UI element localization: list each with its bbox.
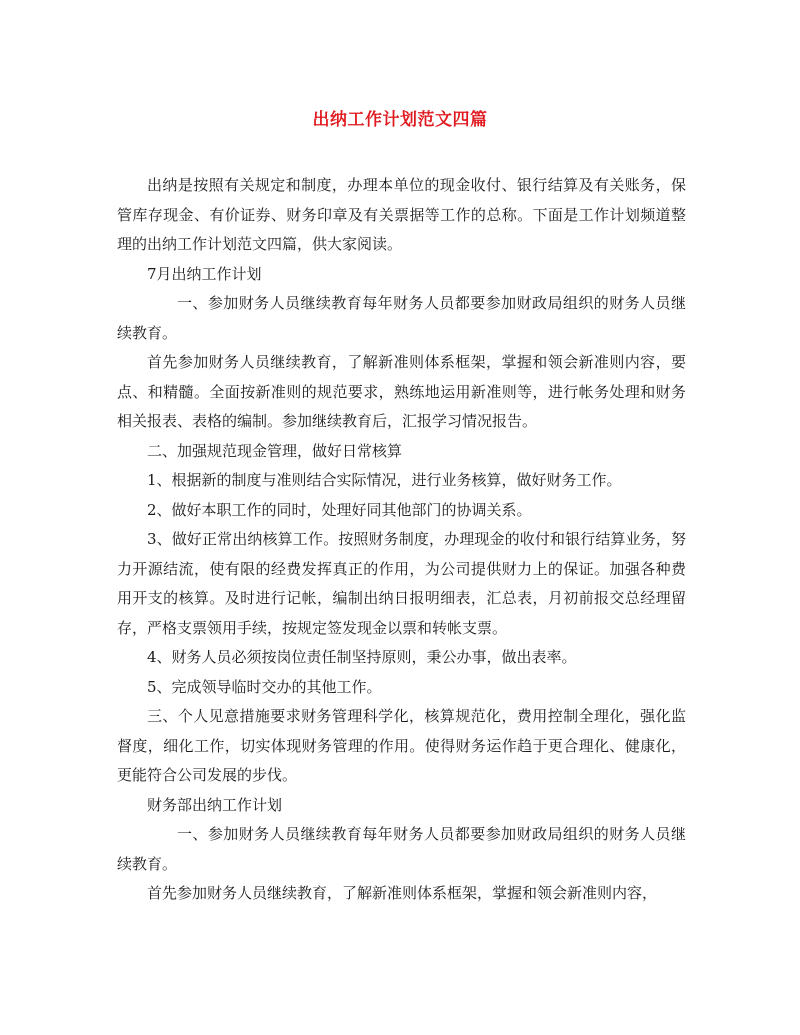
paragraph-new-standards: 首先参加财务人员继续教育，了解新准则体系框架，掌握和领会新准则内容，要点、和精髓。全面按新准则的规范要求，熟练地运用新准则等，进行帐务处理和财务相关报表、表格的编制。参加继续教育后，汇报学习情况报告。 bbox=[117, 353, 686, 430]
list-item-3: 3、做好正常出纳核算工作。按照财务制度，办理现金的收付和银行结算业务，努力开源结流，使有限的经费发挥真正的作用，为公司提供财力上的保证。加强各种费用开支的核算。及时进行记帐，编制出纳日报明细表，汇总表，月初前报交总经理留存，严格支票领用手续，按规定签发现金以票和转帐支票。 bbox=[117, 530, 686, 637]
list-item-2: 2、做好本职工作的同时，处理好同其他部门的协调关系。 bbox=[147, 500, 532, 519]
paragraph-continuing-education: 一、参加财务人员继续教育每年财务人员都要参加财政局组织的财务人员继续教育。 bbox=[117, 294, 686, 342]
list-item-1: 1、根据新的制度与准则结合实际情况，进行业务核算，做好财务工作。 bbox=[147, 471, 622, 489]
list-item-4: 4、财务人员必须按岗位责任制坚持原则，秉公办事，做出表率。 bbox=[147, 648, 577, 666]
paragraph-continuing-education-2: 一、参加财务人员继续教育每年财务人员都要参加财政局组织的财务人员继续教育。 bbox=[117, 825, 686, 873]
section-heading-july-plan: 7月出纳工作计划 bbox=[147, 264, 262, 283]
list-item-5: 5、完成领导临时交办的其他工作。 bbox=[147, 677, 382, 696]
paragraph-cash-management-heading: 二、加强规范现金管理，做好日常核算 bbox=[147, 441, 403, 460]
paragraph-personal-suggestions: 三、个人见意措施要求财务管理科学化，核算规范化，费用控制全理化，强化监督度，细化工作，切实体现财务管理的作用。使得财务运作趋于更合理化、健康化，更能符合公司发展的步伐。 bbox=[117, 707, 686, 784]
document-title: 出纳工作计划范文四篇 bbox=[312, 110, 488, 130]
document-body bbox=[117, 171, 686, 909]
intro-paragraph: 出纳是按照有关规定和制度，办理本单位的现金收付、银行结算及有关账务，保管库存现金、有价证券、财务印章及有关票据等工作的总称。下面是工作计划频道整理的出纳工作计划范文四篇，供大家阅读。 bbox=[117, 176, 686, 253]
section-heading-finance-dept-plan: 财务部出纳工作计划 bbox=[147, 795, 283, 814]
paragraph-new-standards-2: 首先参加财务人员继续教育，了解新准则体系框架，掌握和领会新准则内容， bbox=[147, 884, 658, 902]
